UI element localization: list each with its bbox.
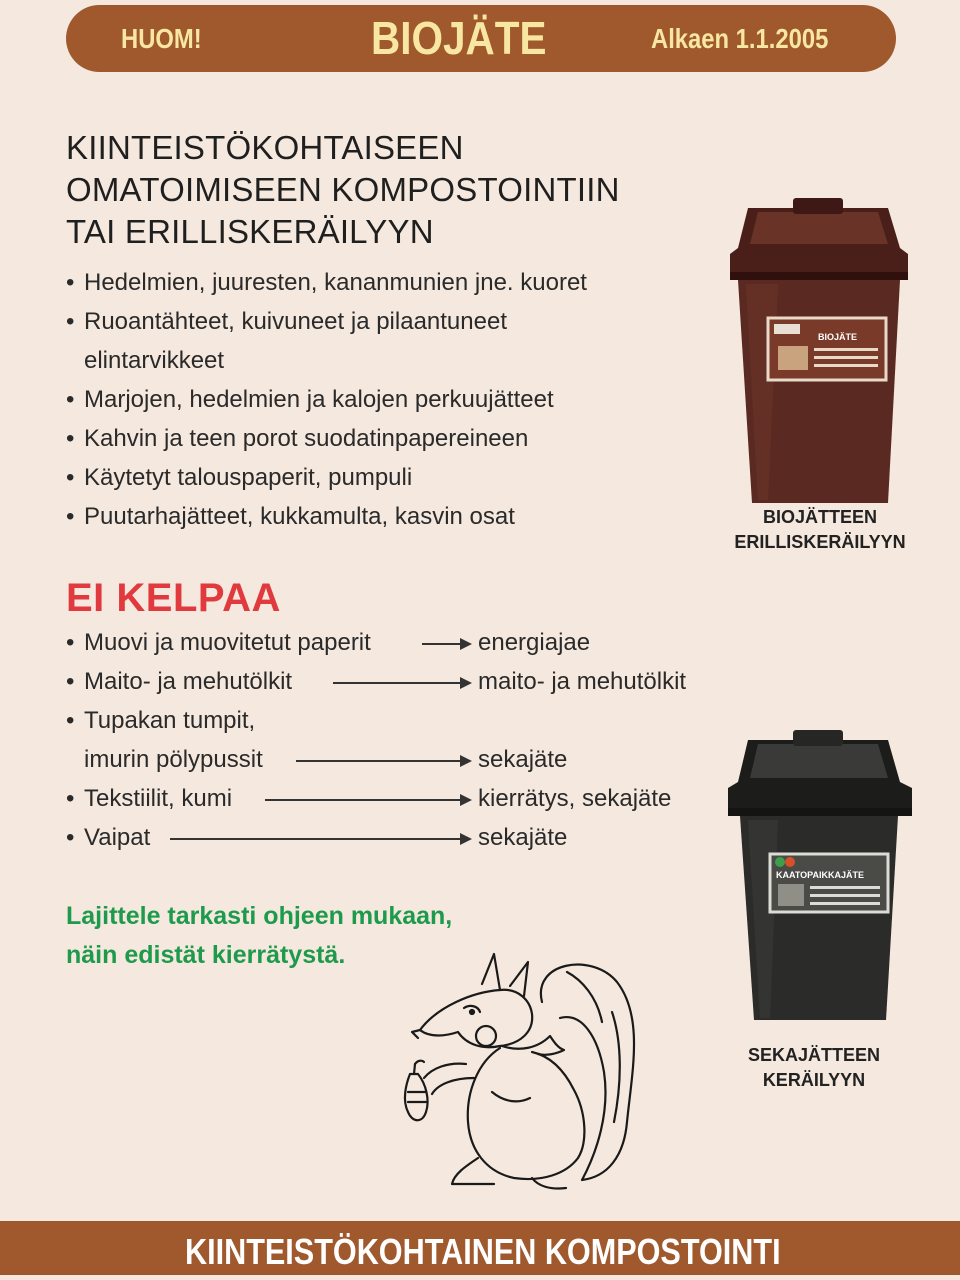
slogan: Lajittele tarkasti ohjeen mukaan, näin edistät kierrätystä. — [66, 902, 453, 969]
arrow-icon — [170, 838, 470, 840]
accepted-list — [66, 263, 587, 536]
rejected-list — [66, 623, 371, 857]
arrow-icon — [333, 682, 470, 684]
list-item: imurin pölypussit — [84, 746, 263, 773]
footer-title: KIINTEISTÖKOHTAINEN KOMPOSTOINTI — [185, 1231, 781, 1272]
list-item: • Vaipat — [66, 824, 151, 851]
list-item: • Ruoantähteet, kuivuneet ja pilaantuneet — [66, 308, 507, 335]
header-notice: HUOM! — [121, 23, 202, 54]
list-item: • Käytetyt talouspaperit, pumpuli — [66, 464, 413, 491]
disposal-target: sekajäte — [478, 824, 568, 851]
list-item: • Maito- ja mehutölkit — [66, 668, 293, 695]
header-title: BIOJÄTE — [371, 12, 547, 64]
section-title-line: TAI ERILLISKERÄILYYN — [66, 213, 434, 250]
squirrel-illustration — [382, 952, 647, 1197]
arrow-icon — [265, 799, 470, 801]
bin-label-title: BIOJÄTE — [818, 332, 858, 342]
disposal-target: maito- ja mehutölkit — [478, 668, 687, 695]
list-item: • Tupakan tumpit, — [66, 707, 256, 734]
list-item: • Marjojen, hedelmien ja kalojen perkuujätteet — [66, 386, 554, 413]
header-date: Alkaen 1.1.2005 — [651, 23, 829, 54]
disposal-target: sekajäte — [478, 746, 568, 773]
arrow-icon — [422, 643, 470, 645]
disposal-target: energiajae — [478, 629, 591, 656]
list-item: • Puutarhajätteet, kukkamulta, kasvin osat — [66, 503, 515, 530]
section-title-line: KIINTEISTÖKOHTAISEEN — [66, 129, 464, 166]
section-title — [66, 127, 620, 253]
list-item: • Tekstiilit, kumi — [66, 785, 233, 812]
list-item: elintarvikkeet — [84, 347, 225, 374]
header-banner — [66, 5, 896, 72]
list-item: • Kahvin ja teen porot suodatinpapereineen — [66, 425, 529, 452]
list-item: • Hedelmien, juuresten, kananmunien jne. kuoret — [66, 269, 587, 296]
biowaste-bin-caption: BIOJÄTTEEN ERILLISKERÄILYYN — [734, 507, 906, 552]
bin-label-title: KAATOPAIKKAJÄTE — [776, 870, 865, 880]
mixed-waste-bin-image — [718, 722, 918, 1022]
biowaste-bin-image — [718, 188, 918, 508]
disposal-target: kierrätys, sekajäte — [478, 785, 672, 812]
rejected-title: EI KELPAA — [66, 576, 281, 620]
section-title-line: OMATOIMISEEN KOMPOSTOINTIIN — [66, 171, 620, 208]
mixed-waste-bin-caption: SEKAJÄTTEEN KERÄILYYN — [747, 1045, 881, 1090]
arrow-icon — [296, 760, 470, 762]
list-item: • Muovi ja muovitetut paperit — [66, 629, 371, 656]
